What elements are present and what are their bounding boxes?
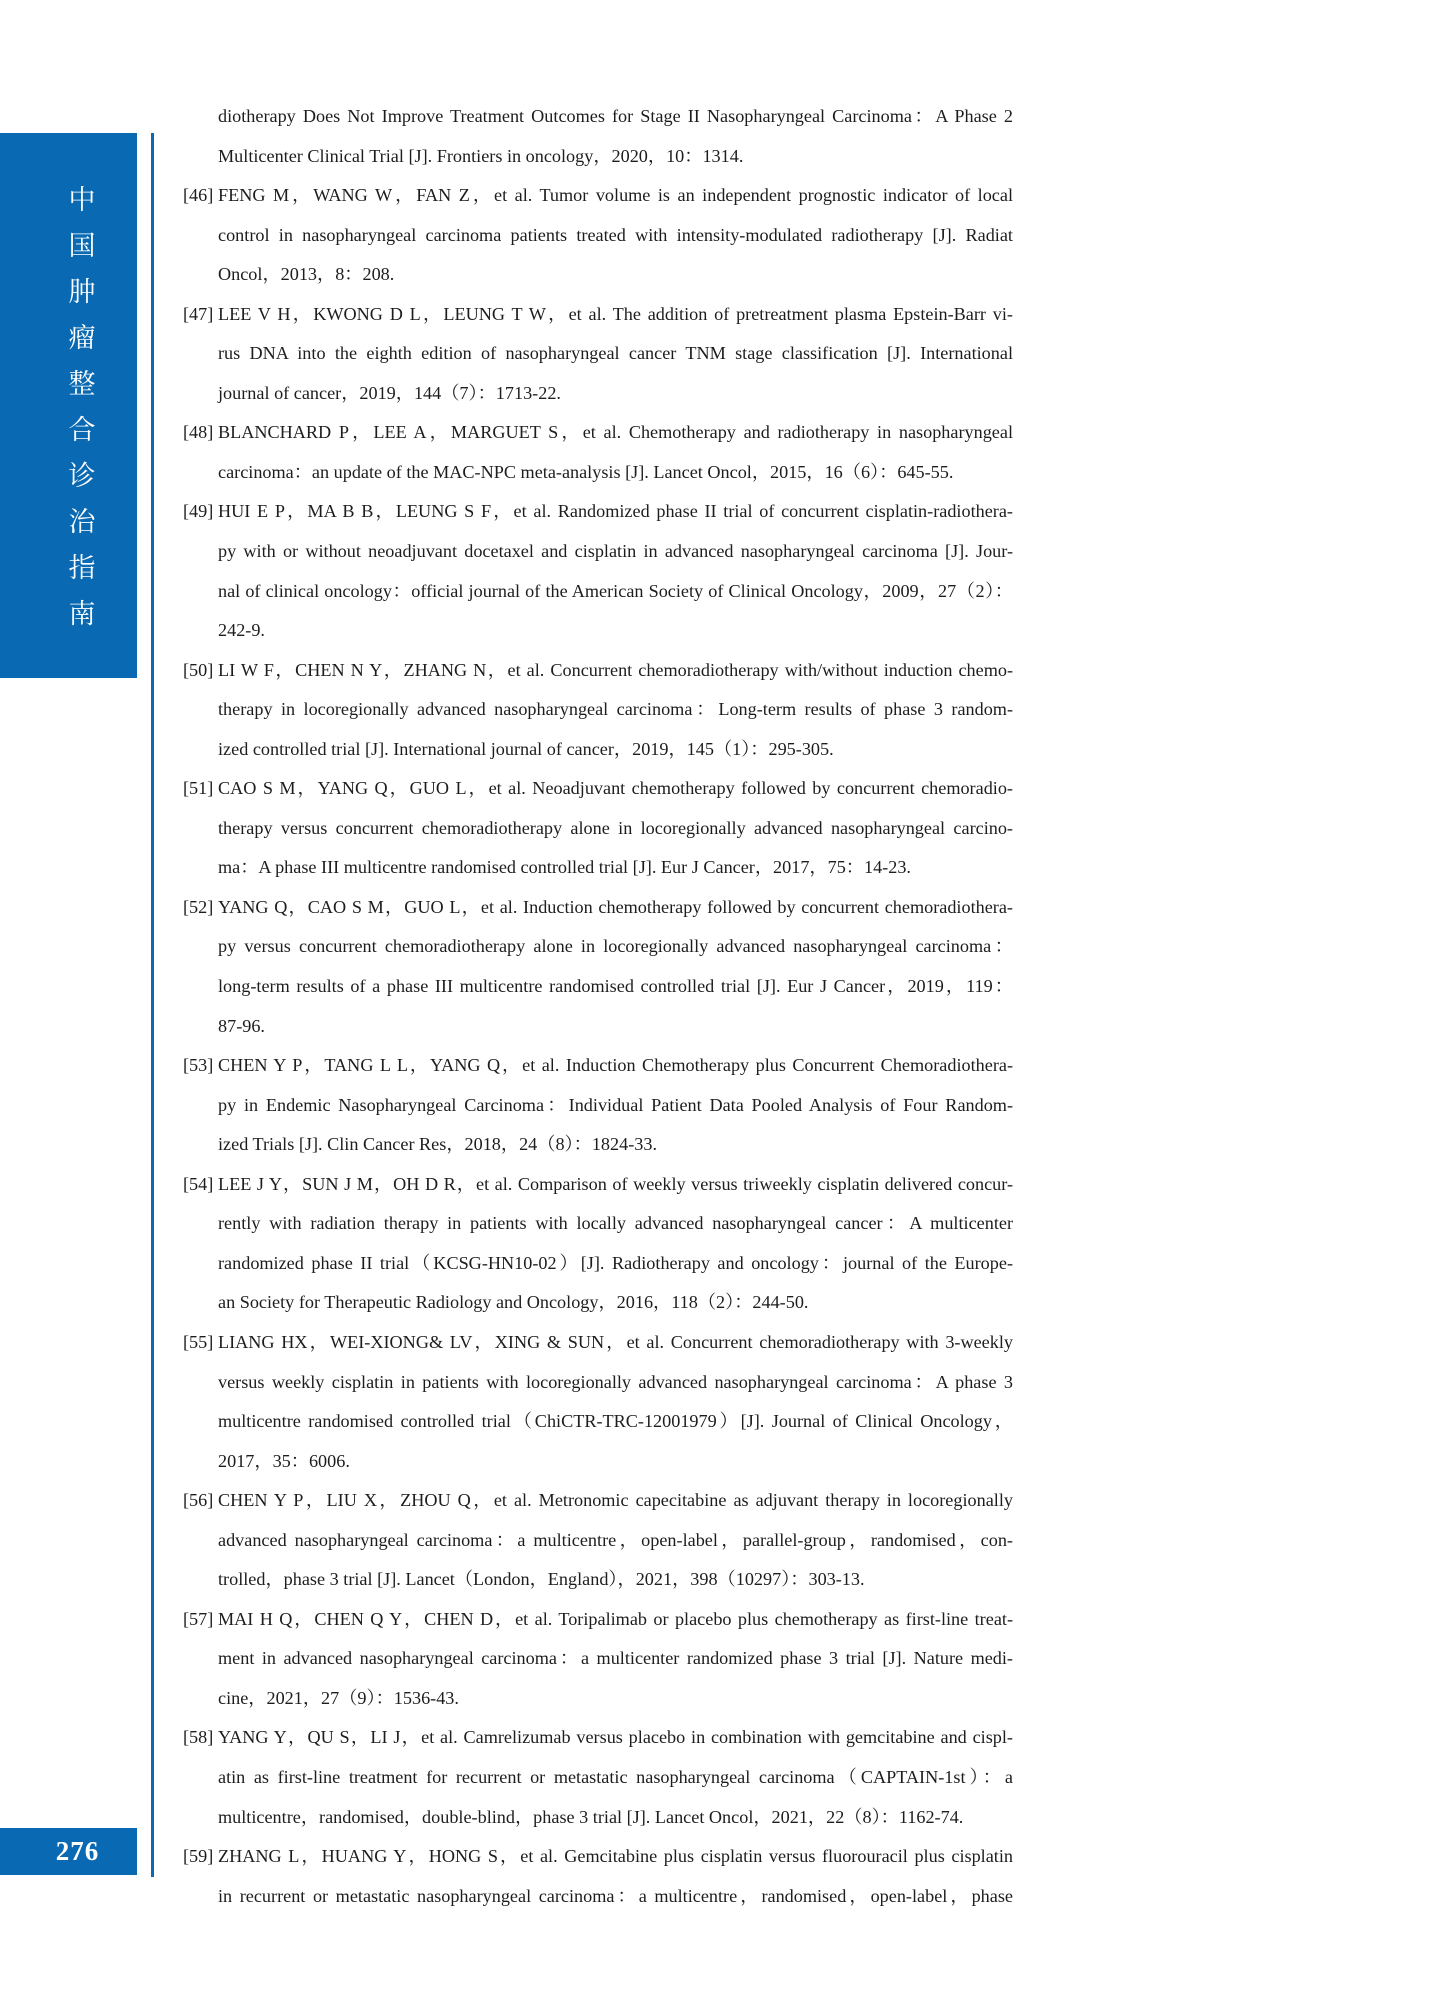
reference-number: [54] — [183, 1173, 214, 1194]
reference-number: [53] — [183, 1055, 214, 1076]
reference-line — [183, 1125, 1013, 1165]
reference-line — [183, 809, 1013, 849]
reference-item — [183, 1718, 1013, 1837]
reference-text: in recurrent or metastatic nasopharyngeal carcinoma：a multicentre，randomised，open-label，phase — [218, 1885, 1013, 1906]
reference-line — [183, 1363, 1013, 1403]
reference-text: an Society for Therapeutic Radiology and Oncology，2016，118（2）：244-50. — [218, 1292, 809, 1313]
reference-text: atin as first-line treatment for recurrent or metastatic nasopharyngeal carcinoma（CAPTAIN-1st）：a — [218, 1766, 1013, 1787]
reference-text: ma：A phase III multicentre randomised controlled trial [J]. Eur J Cancer，2017，75：14-23. — [218, 857, 911, 878]
reference-text: 242-9. — [218, 620, 265, 641]
reference-text: Oncol，2013，8：208. — [218, 264, 395, 285]
reference-text: CAO S M，YANG Q，GUO L，et al. Neoadjuvant chemotherapy followed by concurrent chemoradio- — [218, 778, 1013, 799]
reference-text: MAI H Q，CHEN Q Y，CHEN D，et al. Toripalimab or placebo plus chemotherapy as first-line treat- — [218, 1608, 1013, 1629]
reference-line — [183, 1165, 1013, 1205]
reference-text: journal of cancer，2019，144（7）：1713-22. — [218, 382, 561, 403]
reference-text: CHEN Y P，TANG L L，YANG Q，et al. Induction Chemotherapy plus Concurrent Chemoradiothera- — [218, 1055, 1013, 1076]
reference-text: versus weekly cisplatin in patients with locoregionally advanced nasopharyngeal carcinoma：A phase 3 — [218, 1371, 1013, 1392]
reference-line — [183, 730, 1013, 770]
reference-line — [183, 927, 1013, 967]
reference-text: BLANCHARD P，LEE A，MARGUET S，et al. Chemotherapy and radiotherapy in nasopharyngeal — [218, 422, 1013, 443]
reference-line — [183, 492, 1013, 532]
vertical-divider-line — [151, 133, 154, 1877]
reference-text: py versus concurrent chemoradiotherapy alone in locoregionally advanced nasopharyngeal carcinoma： — [218, 936, 1013, 957]
reference-line — [183, 1244, 1013, 1284]
reference-line — [183, 1481, 1013, 1521]
reference-line — [183, 888, 1013, 928]
reference-text: advanced nasopharyngeal carcinoma：a multicentre，open-label，parallel-group，randomised，con- — [218, 1529, 1013, 1550]
reference-line — [183, 216, 1013, 256]
reference-line — [183, 453, 1013, 493]
reference-text: rus DNA into the eighth edition of nasopharyngeal cancer TNM stage classification [J]. International — [218, 343, 1013, 364]
reference-item — [183, 651, 1013, 770]
reference-line — [183, 1283, 1013, 1323]
reference-line — [183, 1046, 1013, 1086]
reference-item — [183, 413, 1013, 492]
reference-line — [183, 1837, 1013, 1877]
reference-item — [183, 97, 1013, 176]
reference-text: Multicenter Clinical Trial [J]. Frontiers in oncology，2020，10：1314. — [218, 145, 744, 166]
reference-line — [183, 1442, 1013, 1482]
reference-number: [46] — [183, 185, 214, 206]
reference-item — [183, 1481, 1013, 1600]
reference-text: long-term results of a phase III multicentre randomised controlled trial [J]. Eur J Cancer，2019，119： — [218, 976, 1013, 997]
reference-text: diotherapy Does Not Improve Treatment Outcomes for Stage II Nasopharyngeal Carcinoma：A Phase 2 — [218, 106, 1013, 126]
reference-line — [183, 1323, 1013, 1363]
reference-text: FENG M，WANG W，FAN Z，et al. Tumor volume is an independent prognostic indicator of local — [218, 185, 1013, 206]
reference-text: therapy versus concurrent chemoradiotherapy alone in locoregionally advanced nasopharyngeal carcino- — [218, 817, 1013, 838]
sidebar-band — [0, 133, 137, 678]
reference-item — [183, 176, 1013, 295]
reference-line — [183, 1204, 1013, 1244]
reference-text: cine，2021，27（9）：1536-43. — [218, 1687, 459, 1708]
reference-text: control in nasopharyngeal carcinoma patients treated with intensity-modulated radiotherapy [J]. Radiat — [218, 224, 1013, 245]
reference-number: [52] — [183, 896, 214, 917]
reference-line — [183, 1718, 1013, 1758]
reference-item — [183, 492, 1013, 650]
reference-item — [183, 888, 1013, 1046]
reference-text: LEE J Y，SUN J M，OH D R，et al. Comparison of weekly versus triweekly cisplatin delivered concur- — [218, 1173, 1013, 1194]
reference-number: [57] — [183, 1608, 214, 1629]
reference-list — [183, 97, 1013, 1916]
reference-text: YANG Y，QU S，LI J，et al. Camrelizumab versus placebo in combination with gemcitabine and cispl- — [218, 1727, 1013, 1748]
sidebar-vertical-title: 中国肿瘤整合诊治指南 — [63, 185, 95, 645]
reference-text: py with or without neoadjuvant docetaxel and cisplatin in advanced nasopharyngeal carcinoma [J]. Jour- — [218, 541, 1013, 562]
reference-line — [183, 1758, 1013, 1798]
reference-text: LEE V H，KWONG D L，LEUNG T W，et al. The addition of pretreatment plasma Epstein-Barr vi- — [218, 303, 1013, 324]
reference-line — [183, 532, 1013, 572]
reference-line — [183, 295, 1013, 335]
reference-text: multicentre randomised controlled trial（ChiCTR-TRC-12001979）[J]. Journal of Clinical Oncology， — [218, 1411, 1013, 1432]
reference-number: [58] — [183, 1727, 214, 1748]
reference-item — [183, 1600, 1013, 1719]
reference-line — [183, 374, 1013, 414]
reference-text: ized Trials [J]. Clin Cancer Res，2018，24（8）：1824-33. — [218, 1134, 657, 1155]
reference-text: therapy in locoregionally advanced nasopharyngeal carcinoma：Long-term results of phase 3 random- — [218, 699, 1013, 720]
reference-text: LIANG HX，WEI-XIONG& LV，XING & SUN，et al. Concurrent chemoradiotherapy with 3-weekly — [218, 1331, 1013, 1352]
reference-line — [183, 334, 1013, 374]
reference-text: multicentre，randomised，double-blind，phase 3 trial [J]. Lancet Oncol，2021，22（8）：1162-74. — [218, 1806, 964, 1827]
reference-line — [183, 1086, 1013, 1126]
reference-number: [49] — [183, 501, 214, 522]
page-number: 276 — [55, 1836, 100, 1866]
reference-text: HUI E P，MA B B，LEUNG S F，et al. Randomized phase II trial of concurrent cisplatin-radiothera- — [218, 501, 1013, 522]
reference-number: [59] — [183, 1846, 214, 1867]
reference-line — [183, 1007, 1013, 1047]
reference-line — [183, 255, 1013, 295]
reference-line — [183, 1560, 1013, 1600]
reference-line — [183, 848, 1013, 888]
reference-item — [183, 769, 1013, 888]
reference-line — [183, 690, 1013, 730]
reference-line — [183, 1521, 1013, 1561]
reference-line — [183, 611, 1013, 651]
reference-text: rently with radiation therapy in patients with locally advanced nasopharyngeal cancer：A multicenter — [218, 1213, 1013, 1234]
reference-text: ZHANG L，HUANG Y，HONG S，et al. Gemcitabine plus cisplatin versus fluorouracil plus cisplatin — [218, 1846, 1013, 1867]
reference-line — [183, 413, 1013, 453]
reference-item — [183, 295, 1013, 414]
reference-line — [183, 967, 1013, 1007]
reference-text: YANG Q，CAO S M，GUO L，et al. Induction chemotherapy followed by concurrent chemoradiothera- — [218, 896, 1013, 917]
reference-line — [183, 137, 1013, 177]
reference-line — [183, 1639, 1013, 1679]
reference-line — [183, 572, 1013, 612]
reference-line — [183, 1877, 1013, 1917]
reference-text: ized controlled trial [J]. International journal of cancer，2019，145（1）：295-305. — [218, 738, 834, 759]
reference-text: py in Endemic Nasopharyngeal Carcinoma：Individual Patient Data Pooled Analysis of Four Random- — [218, 1094, 1013, 1115]
reference-text: 87-96. — [218, 1015, 265, 1036]
reference-text: randomized phase II trial（KCSG-HN10-02）[J]. Radiotherapy and oncology：journal of the Europe- — [218, 1252, 1013, 1273]
reference-number: [48] — [183, 422, 214, 443]
reference-item — [183, 1165, 1013, 1323]
reference-item — [183, 1837, 1013, 1916]
reference-line — [183, 1600, 1013, 1640]
reference-number: [51] — [183, 778, 214, 799]
reference-text: LI W F，CHEN N Y，ZHANG N，et al. Concurrent chemoradiotherapy with/without induction chemo- — [218, 659, 1013, 680]
reference-text: CHEN Y P，LIU X，ZHOU Q，et al. Metronomic capecitabine as adjuvant therapy in locoregionally — [218, 1490, 1013, 1511]
reference-item — [183, 1046, 1013, 1165]
reference-line — [183, 1679, 1013, 1719]
reference-text: ment in advanced nasopharyngeal carcinoma：a multicenter randomized phase 3 trial [J]. Nature medi- — [218, 1648, 1013, 1669]
page-number-badge — [0, 1828, 137, 1875]
reference-number: [56] — [183, 1490, 214, 1511]
reference-number: [47] — [183, 303, 214, 324]
reference-text: carcinoma：an update of the MAC-NPC meta-analysis [J]. Lancet Oncol，2015，16（6）：645-55. — [218, 461, 954, 482]
reference-line — [183, 651, 1013, 691]
reference-line — [183, 769, 1013, 809]
reference-line — [183, 97, 1013, 137]
reference-line — [183, 1798, 1013, 1838]
reference-item — [183, 1323, 1013, 1481]
reference-text: nal of clinical oncology：official journal of the American Society of Clinical Oncology，2009，27（2）： — [218, 580, 1013, 601]
reference-line — [183, 176, 1013, 216]
reference-text: trolled，phase 3 trial [J]. Lancet（London，England），2021，398（10297）：303-13. — [218, 1569, 865, 1590]
reference-number: [50] — [183, 659, 214, 680]
reference-text: 2017，35：6006. — [218, 1450, 350, 1471]
reference-line — [183, 1402, 1013, 1442]
reference-number: [55] — [183, 1331, 214, 1352]
